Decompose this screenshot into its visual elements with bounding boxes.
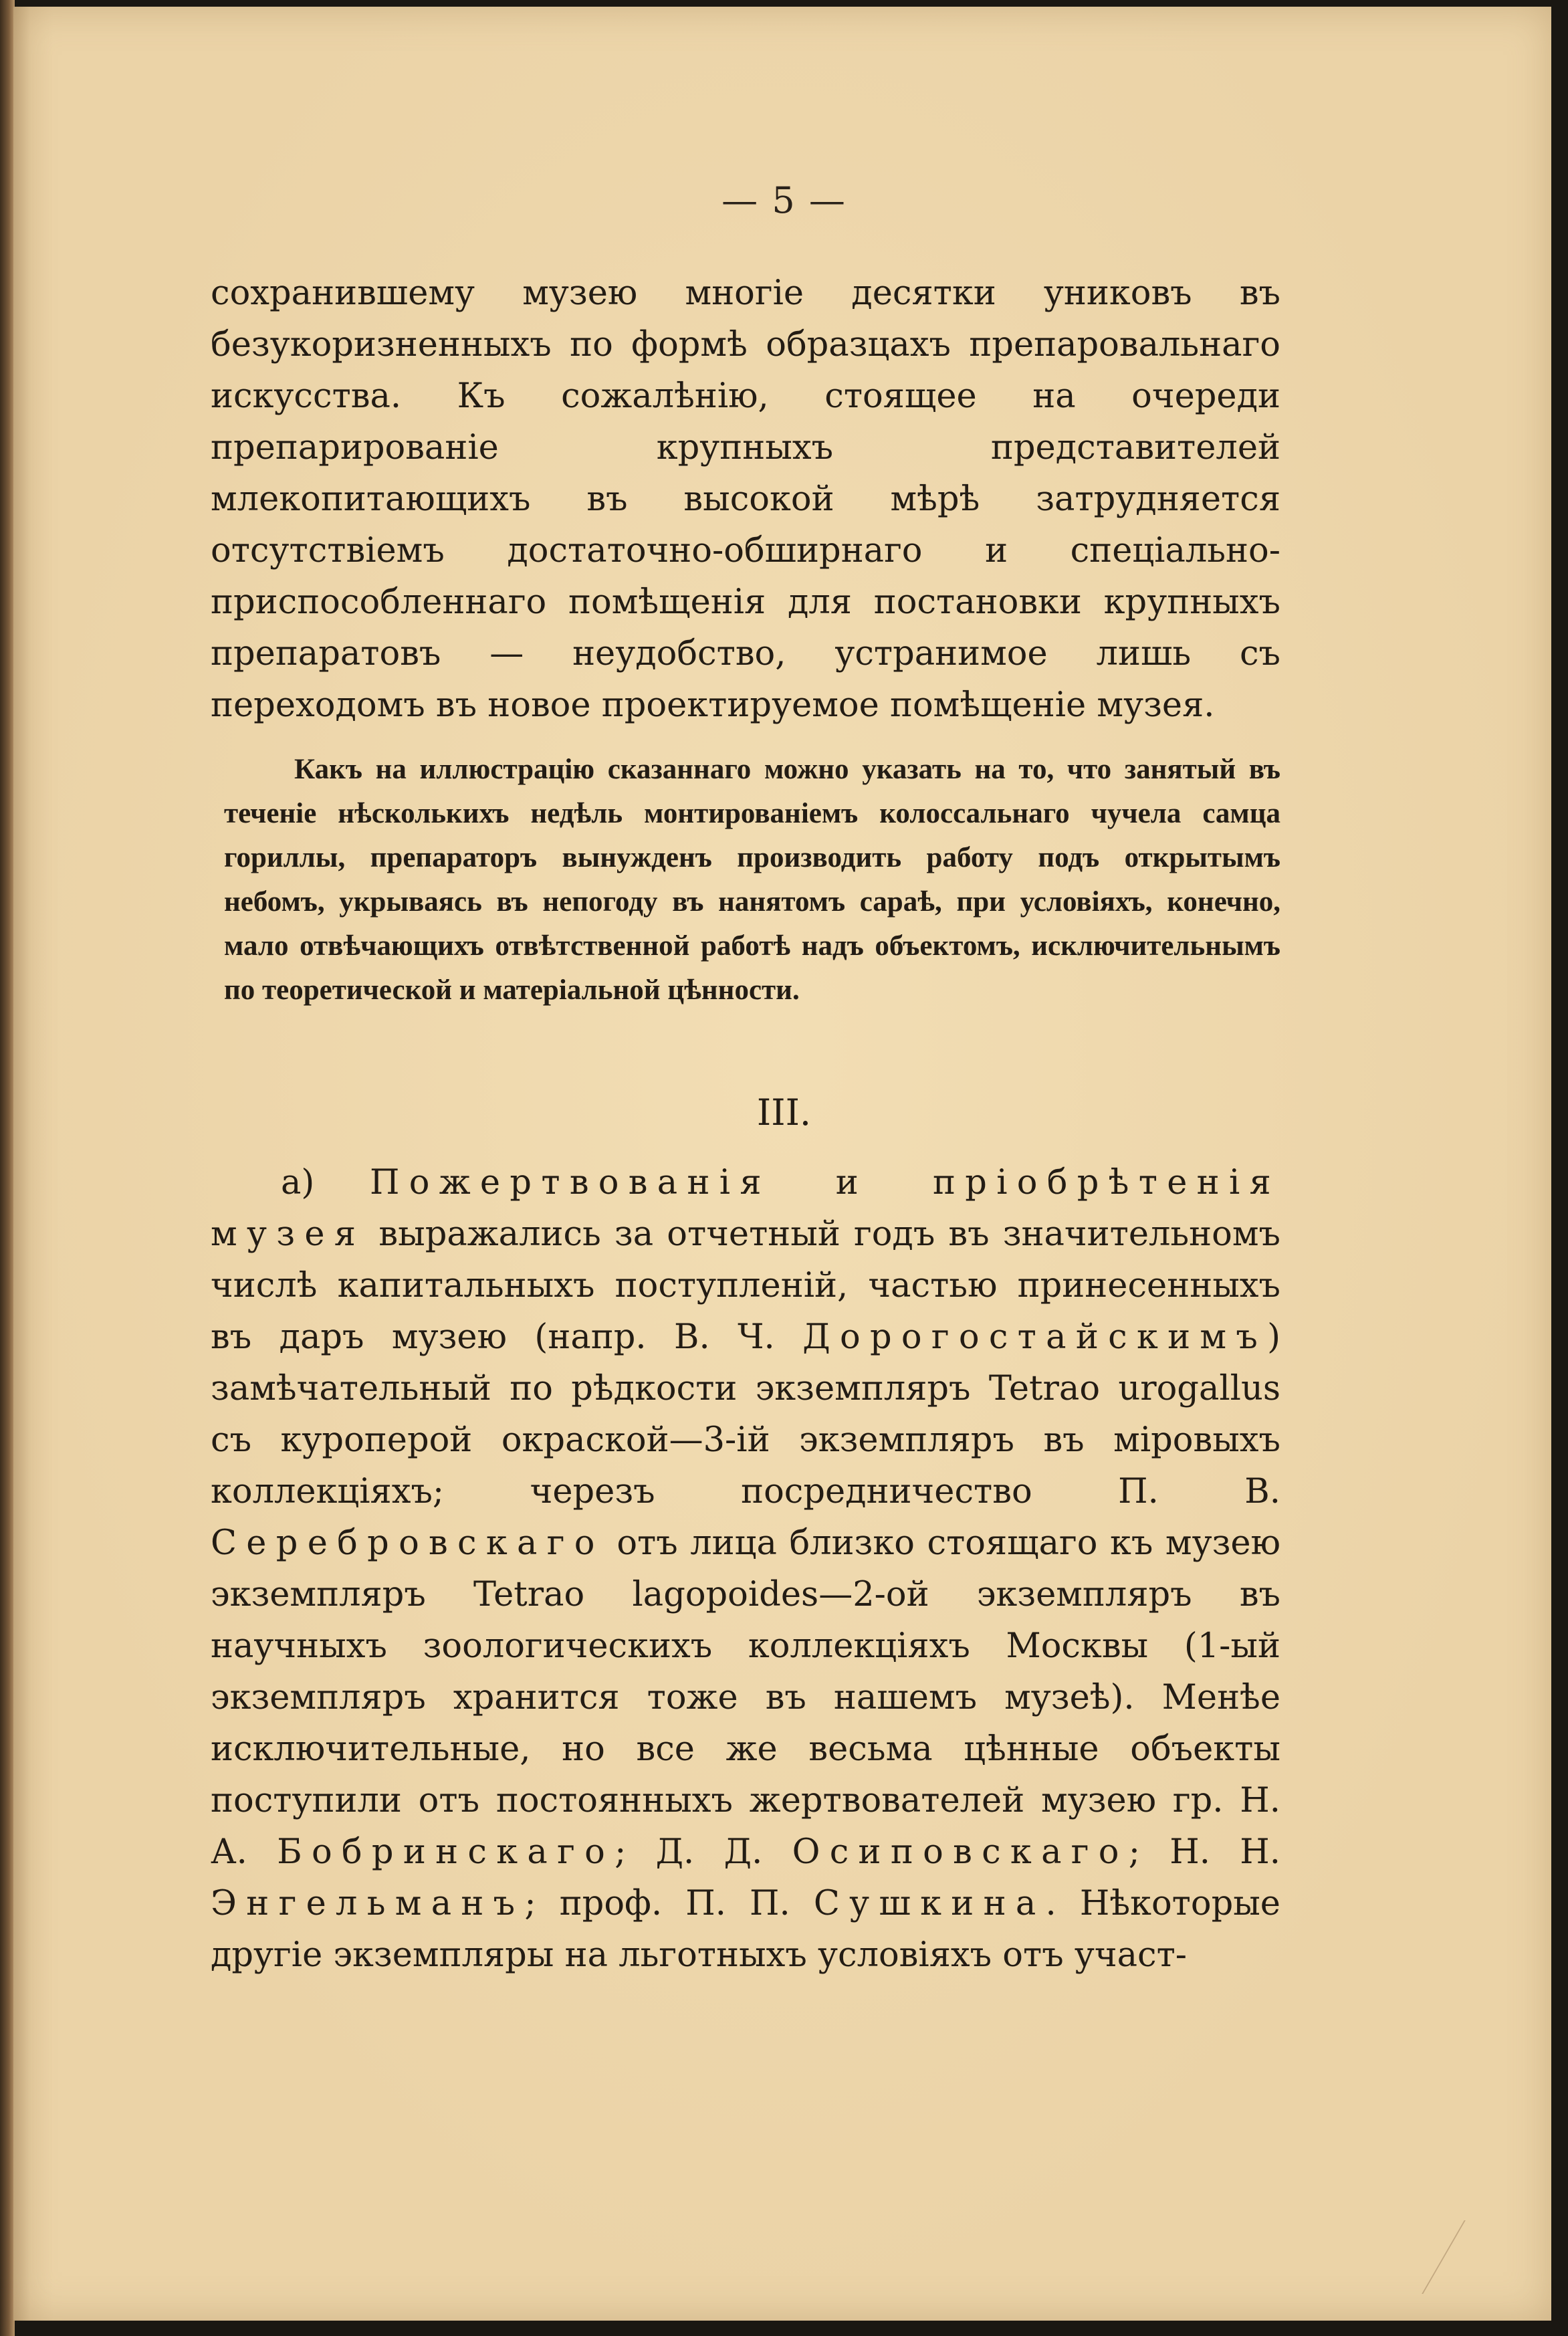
donations-text-3: отъ лица близко стоящаго къ музею экземпляръ Tetrao lagopoides—2-ой экземпляръ въ научныхъ зоологическихъ коллекціяхъ Москвы (1-ый экземпляръ хранится тоже въ нашемъ музеѣ). Менѣе исключительные, но все же весьма цѣнные объекты поступили отъ постоянныхъ жертвователей музею гр. Н. А. <box>211 1523 1280 1872</box>
donations-text-6: ; проф. П. П. <box>524 1884 790 1923</box>
paragraph-museum-collection: сохранившему музею многіе десятки униковъ въ безукоризненныхъ по формѣ образцахъ препаровальнаго искусства. Къ сожалѣнію, стоящее на очереди препарированіе крупныхъ представителей млекопитающихъ въ высокой мѣрѣ затрудняется отсутствіемъ достаточно-обширнаго и спеціально-приспособленнаго помѣщенія для постановки крупныхъ препаратовъ — неудобство, устранимое лишь съ переходомъ въ новое проектируемое помѣщеніе музея. <box>211 274 1280 725</box>
section-lead-in: а) <box>281 1163 315 1202</box>
section-heading: III. <box>756 1091 812 1134</box>
donations-text-2: ) замѣчательный по рѣдкости экземпляръ Tetrao urogallus съ куроперой окраской—3-ій экземпляръ въ міровыхъ коллекціяхъ; черезъ посредничество П. В. <box>211 1317 1280 1511</box>
page-corner-crease <box>1422 2220 1546 2294</box>
section-topic: Пожертвованія и пріобрѣтенія музея <box>211 1163 1280 1254</box>
donor-name-osipovsky: Осиповскаго <box>792 1832 1129 1872</box>
paragraph-gorilla-note: Какъ на иллюстрацію сказаннаго можно указать на то, что занятый въ теченіе нѣсколькихъ недѣль монтированіемъ колоссальнаго чучела самца гориллы, препараторъ вынужденъ производить работу подъ открытымъ небомъ, укрываясь въ непогоду въ нанятомъ сараѣ, при условіяхъ, конечно, мало отвѣчающихъ отвѣтственной работѣ надъ объектомъ, исключительнымъ по теоретической и матеріальной цѣнности. <box>224 754 1280 1006</box>
donor-name-bobrinsky: Бобринскаго <box>277 1832 615 1872</box>
donations-text-1: выражались за отчетный годъ въ значительномъ числѣ капитальныхъ поступленій, частью принесенныхъ въ даръ музею (напр. В. Ч. <box>211 1214 1281 1357</box>
donations-text-4: ; Д. Д. <box>614 1832 763 1872</box>
donor-name-sushkin: Сушкина <box>813 1884 1046 1923</box>
donor-name-serebrovsky: Серебровскаго <box>211 1523 604 1563</box>
donor-name-dorogostaysky: Дорогостайскимъ <box>802 1317 1268 1357</box>
donor-name-engelman: Энгельманъ <box>211 1884 525 1923</box>
donations-text-5: ; Н. Н. <box>1128 1832 1280 1872</box>
book-spine-edge <box>0 0 15 2336</box>
paragraph-donations <box>211 1157 1280 1981</box>
page-number: — 5 — <box>721 179 847 221</box>
donations-text-7: . Нѣкоторые другіе экземпляры на льготныхъ условіяхъ отъ участ- <box>211 1884 1280 1975</box>
